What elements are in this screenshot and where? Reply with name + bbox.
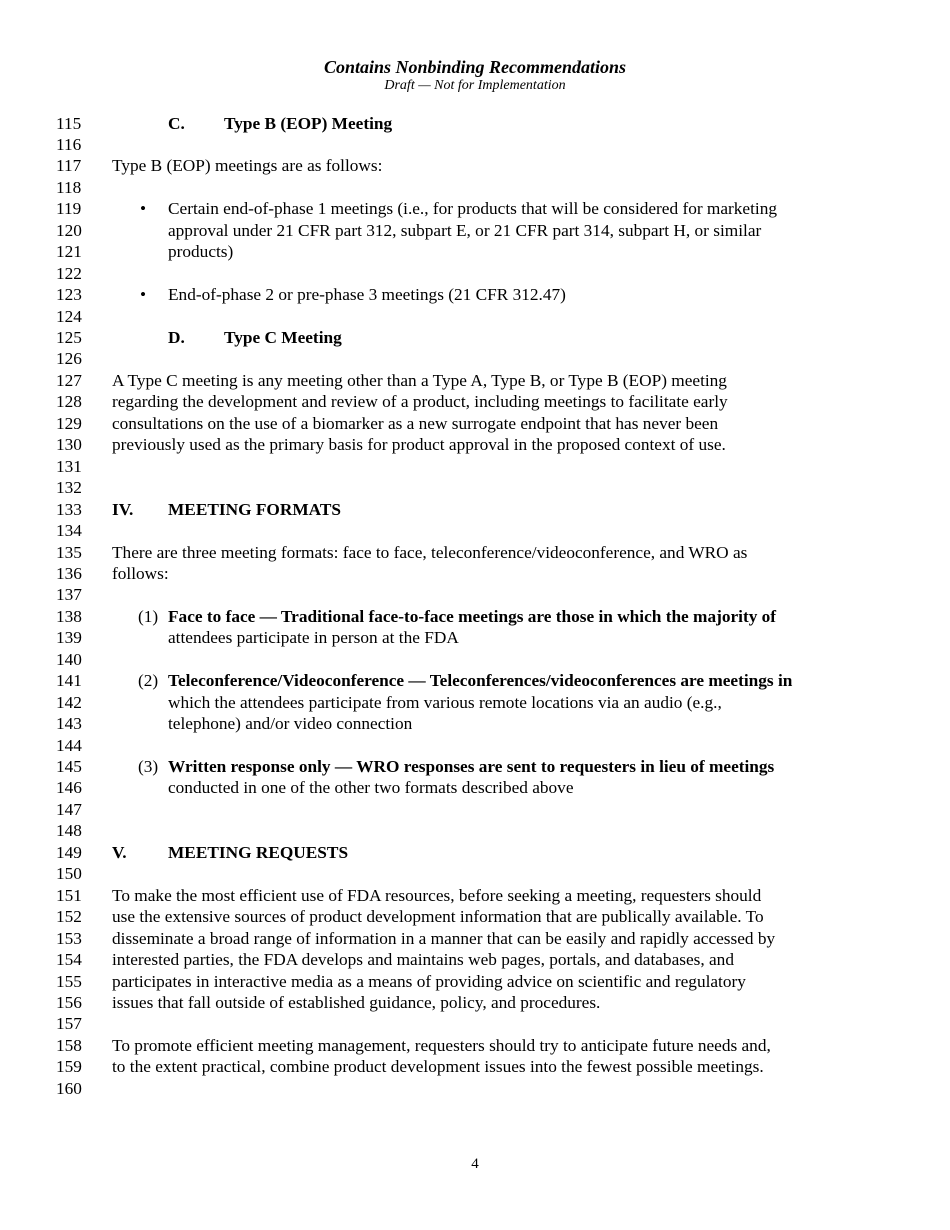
line-number: 159	[56, 1057, 82, 1077]
body-text: interested parties, the FDA develops and maintains web pages, portals, and databases, and	[112, 950, 734, 970]
line-number: 135	[56, 542, 82, 562]
document-line	[0, 391, 950, 413]
body-text: To promote efficient meeting management, requesters should try to anticipate future needs and,	[112, 1035, 771, 1055]
line-number: 154	[56, 950, 82, 970]
body-text: disseminate a broad range of information in a manner that can be easily and rapidly accessed by	[112, 928, 776, 948]
document-line	[0, 155, 950, 177]
bold-text: MEETING REQUESTS	[168, 842, 349, 862]
document-line	[0, 606, 950, 628]
list-number: (1)	[138, 606, 159, 626]
line-number: 131	[56, 456, 82, 476]
document-line	[0, 134, 950, 156]
document-line	[0, 306, 950, 328]
line-number: 124	[56, 306, 82, 326]
line-number: 123	[56, 285, 82, 305]
body-text: A Type C meeting is any meeting other than a Type A, Type B, or Type B (EOP) meeting	[112, 370, 727, 390]
line-number: 149	[56, 842, 82, 862]
line-number: 128	[56, 392, 82, 412]
body-text: telephone) and/or video connection	[168, 714, 413, 734]
document-line	[0, 456, 950, 478]
body-text: products)	[168, 242, 234, 262]
bold-text: Written response only — WRO responses are sent to requesters in lieu of meetings	[168, 757, 775, 776]
line-number: 130	[56, 435, 82, 455]
body-text: consultations on the use of a biomarker as a new surrogate endpoint that has never been	[112, 413, 719, 433]
line-number: 137	[56, 585, 82, 605]
body-text: issues that fall outside of established guidance, policy, and procedures.	[112, 992, 601, 1012]
line-number: 148	[56, 821, 82, 841]
document-line	[0, 649, 950, 671]
body-text: which the attendees participate from various remote locations via an audio (e.g.,	[168, 692, 722, 712]
bold-text: C.	[168, 113, 185, 133]
document-line	[0, 1013, 950, 1035]
document-line	[0, 348, 950, 370]
document-line	[0, 885, 950, 907]
body-text: use the extensive sources of product development information that are publically available. To	[112, 907, 764, 927]
bold-text: Type B (EOP) Meeting	[224, 113, 393, 133]
line-number: 133	[56, 499, 82, 519]
document-line	[0, 820, 950, 842]
body-text: approval under 21 CFR part 312, subpart E, or 21 CFR part 314, subpart H, or similar	[168, 220, 762, 240]
document-line	[0, 198, 950, 220]
document-line	[0, 477, 950, 499]
body-text: To make the most efficient use of FDA resources, before seeking a meeting, requesters should	[112, 885, 762, 905]
line-number: 117	[56, 156, 82, 176]
document-line	[0, 241, 950, 263]
document-line	[0, 971, 950, 993]
line-number: 158	[56, 1035, 82, 1055]
line-number: 126	[56, 349, 82, 369]
document-line	[0, 113, 950, 135]
bold-text: IV.	[112, 499, 134, 519]
document-line	[0, 284, 950, 306]
bullet-marker: •	[140, 199, 147, 219]
line-number: 116	[56, 134, 82, 154]
line-number: 125	[56, 328, 82, 347]
bullet-marker: •	[140, 285, 147, 305]
document-line	[0, 542, 950, 564]
line-number: 155	[56, 971, 82, 991]
page-number: 4	[471, 1156, 479, 1172]
document-line	[0, 842, 950, 864]
line-number: 143	[56, 714, 82, 734]
document-line	[0, 434, 950, 456]
bold-text: MEETING FORMATS	[168, 499, 341, 519]
document-line	[0, 863, 950, 885]
document-line	[0, 177, 950, 199]
document-line	[0, 220, 950, 242]
document-line	[0, 735, 950, 757]
document-line	[0, 327, 950, 349]
list-number: (3)	[138, 757, 159, 776]
document-line	[0, 713, 950, 735]
document-line	[0, 584, 950, 606]
line-number: 146	[56, 778, 82, 798]
document-line	[0, 1078, 950, 1100]
document-line	[0, 1056, 950, 1078]
line-number: 145	[56, 757, 82, 776]
document-line	[0, 499, 950, 521]
bold-text: Teleconference/Videoconference — Teleconferences/videoconferences are meetings in	[168, 671, 793, 691]
line-number: 139	[56, 628, 82, 648]
document-line	[0, 670, 950, 692]
document-line	[0, 263, 950, 285]
bold-text: V.	[112, 842, 127, 862]
bold-text: D.	[168, 328, 185, 347]
document-line	[0, 1035, 950, 1057]
line-number: 119	[56, 199, 82, 219]
body-text: to the extent practical, combine product development issues into the fewest possible meetings.	[112, 1057, 764, 1077]
line-number: 134	[56, 521, 82, 541]
line-number: 142	[56, 692, 82, 712]
line-number: 152	[56, 907, 82, 927]
line-number: 140	[56, 649, 82, 669]
list-number: (2)	[138, 671, 159, 691]
bold-text: Type C Meeting	[224, 328, 342, 347]
line-number: 127	[56, 370, 82, 390]
line-number: 144	[56, 735, 82, 755]
line-number: 136	[56, 563, 82, 583]
document-line	[0, 563, 950, 585]
body-text: conducted in one of the other two formats described above	[168, 778, 574, 798]
document-line	[0, 777, 950, 799]
body-text: attendees participate in person at the FDA	[168, 628, 459, 648]
line-number: 157	[56, 1014, 82, 1034]
document-line	[0, 520, 950, 542]
line-number: 120	[56, 220, 82, 240]
document-line	[0, 692, 950, 714]
line-number: 132	[56, 478, 82, 498]
body-text: WRO responses are sent to requesters in lieu of meetings	[352, 757, 775, 776]
bold-text: Face to face — Traditional face-to-face meetings are those in which the majority of	[168, 606, 777, 626]
document-line	[0, 756, 950, 778]
body-text: End-of-phase 2 or pre-phase 3 meetings (21 CFR 312.47)	[168, 285, 566, 305]
document-line	[0, 413, 950, 435]
document-line	[0, 627, 950, 649]
line-number: 151	[56, 885, 82, 905]
body-text: Type B (EOP) meetings are as follows:	[112, 156, 383, 176]
document-line	[0, 949, 950, 971]
body-text: Traditional face-to-face meetings are those in which the majority of	[276, 606, 777, 626]
line-number: 129	[56, 413, 82, 433]
document-line	[0, 992, 950, 1014]
document-line	[0, 799, 950, 821]
body-text: Certain end-of-phase 1 meetings (i.e., for products that will be considered for marketing	[168, 199, 777, 219]
line-number: 115	[56, 113, 82, 133]
running-header-title: Contains Nonbinding Recommendations	[323, 57, 627, 77]
document-line	[0, 906, 950, 928]
line-number: 156	[56, 992, 82, 1012]
body-text: follows:	[112, 563, 169, 583]
body-text: Teleconferences/videoconferences are meetings in	[425, 671, 793, 691]
line-number: 160	[56, 1078, 82, 1098]
line-number: 121	[56, 242, 82, 262]
running-header-subtitle: Draft — Not for Implementation	[384, 78, 566, 93]
line-number: 118	[56, 177, 82, 197]
line-number: 122	[56, 263, 82, 283]
body-text: participates in interactive media as a means of providing advice on scientific and regulatory	[112, 971, 746, 991]
document-line	[0, 370, 950, 392]
line-number: 147	[56, 799, 82, 819]
body-text: previously used as the primary basis for product approval in the proposed context of use.	[112, 435, 726, 455]
line-number: 138	[56, 606, 82, 626]
document-line	[0, 928, 950, 950]
body-text: There are three meeting formats: face to face, teleconference/videoconference, and WRO as	[112, 542, 748, 562]
body-text: regarding the development and review of a product, including meetings to facilitate early	[112, 392, 728, 412]
line-number: 150	[56, 864, 82, 884]
line-number: 141	[56, 671, 82, 691]
line-number: 153	[56, 928, 82, 948]
